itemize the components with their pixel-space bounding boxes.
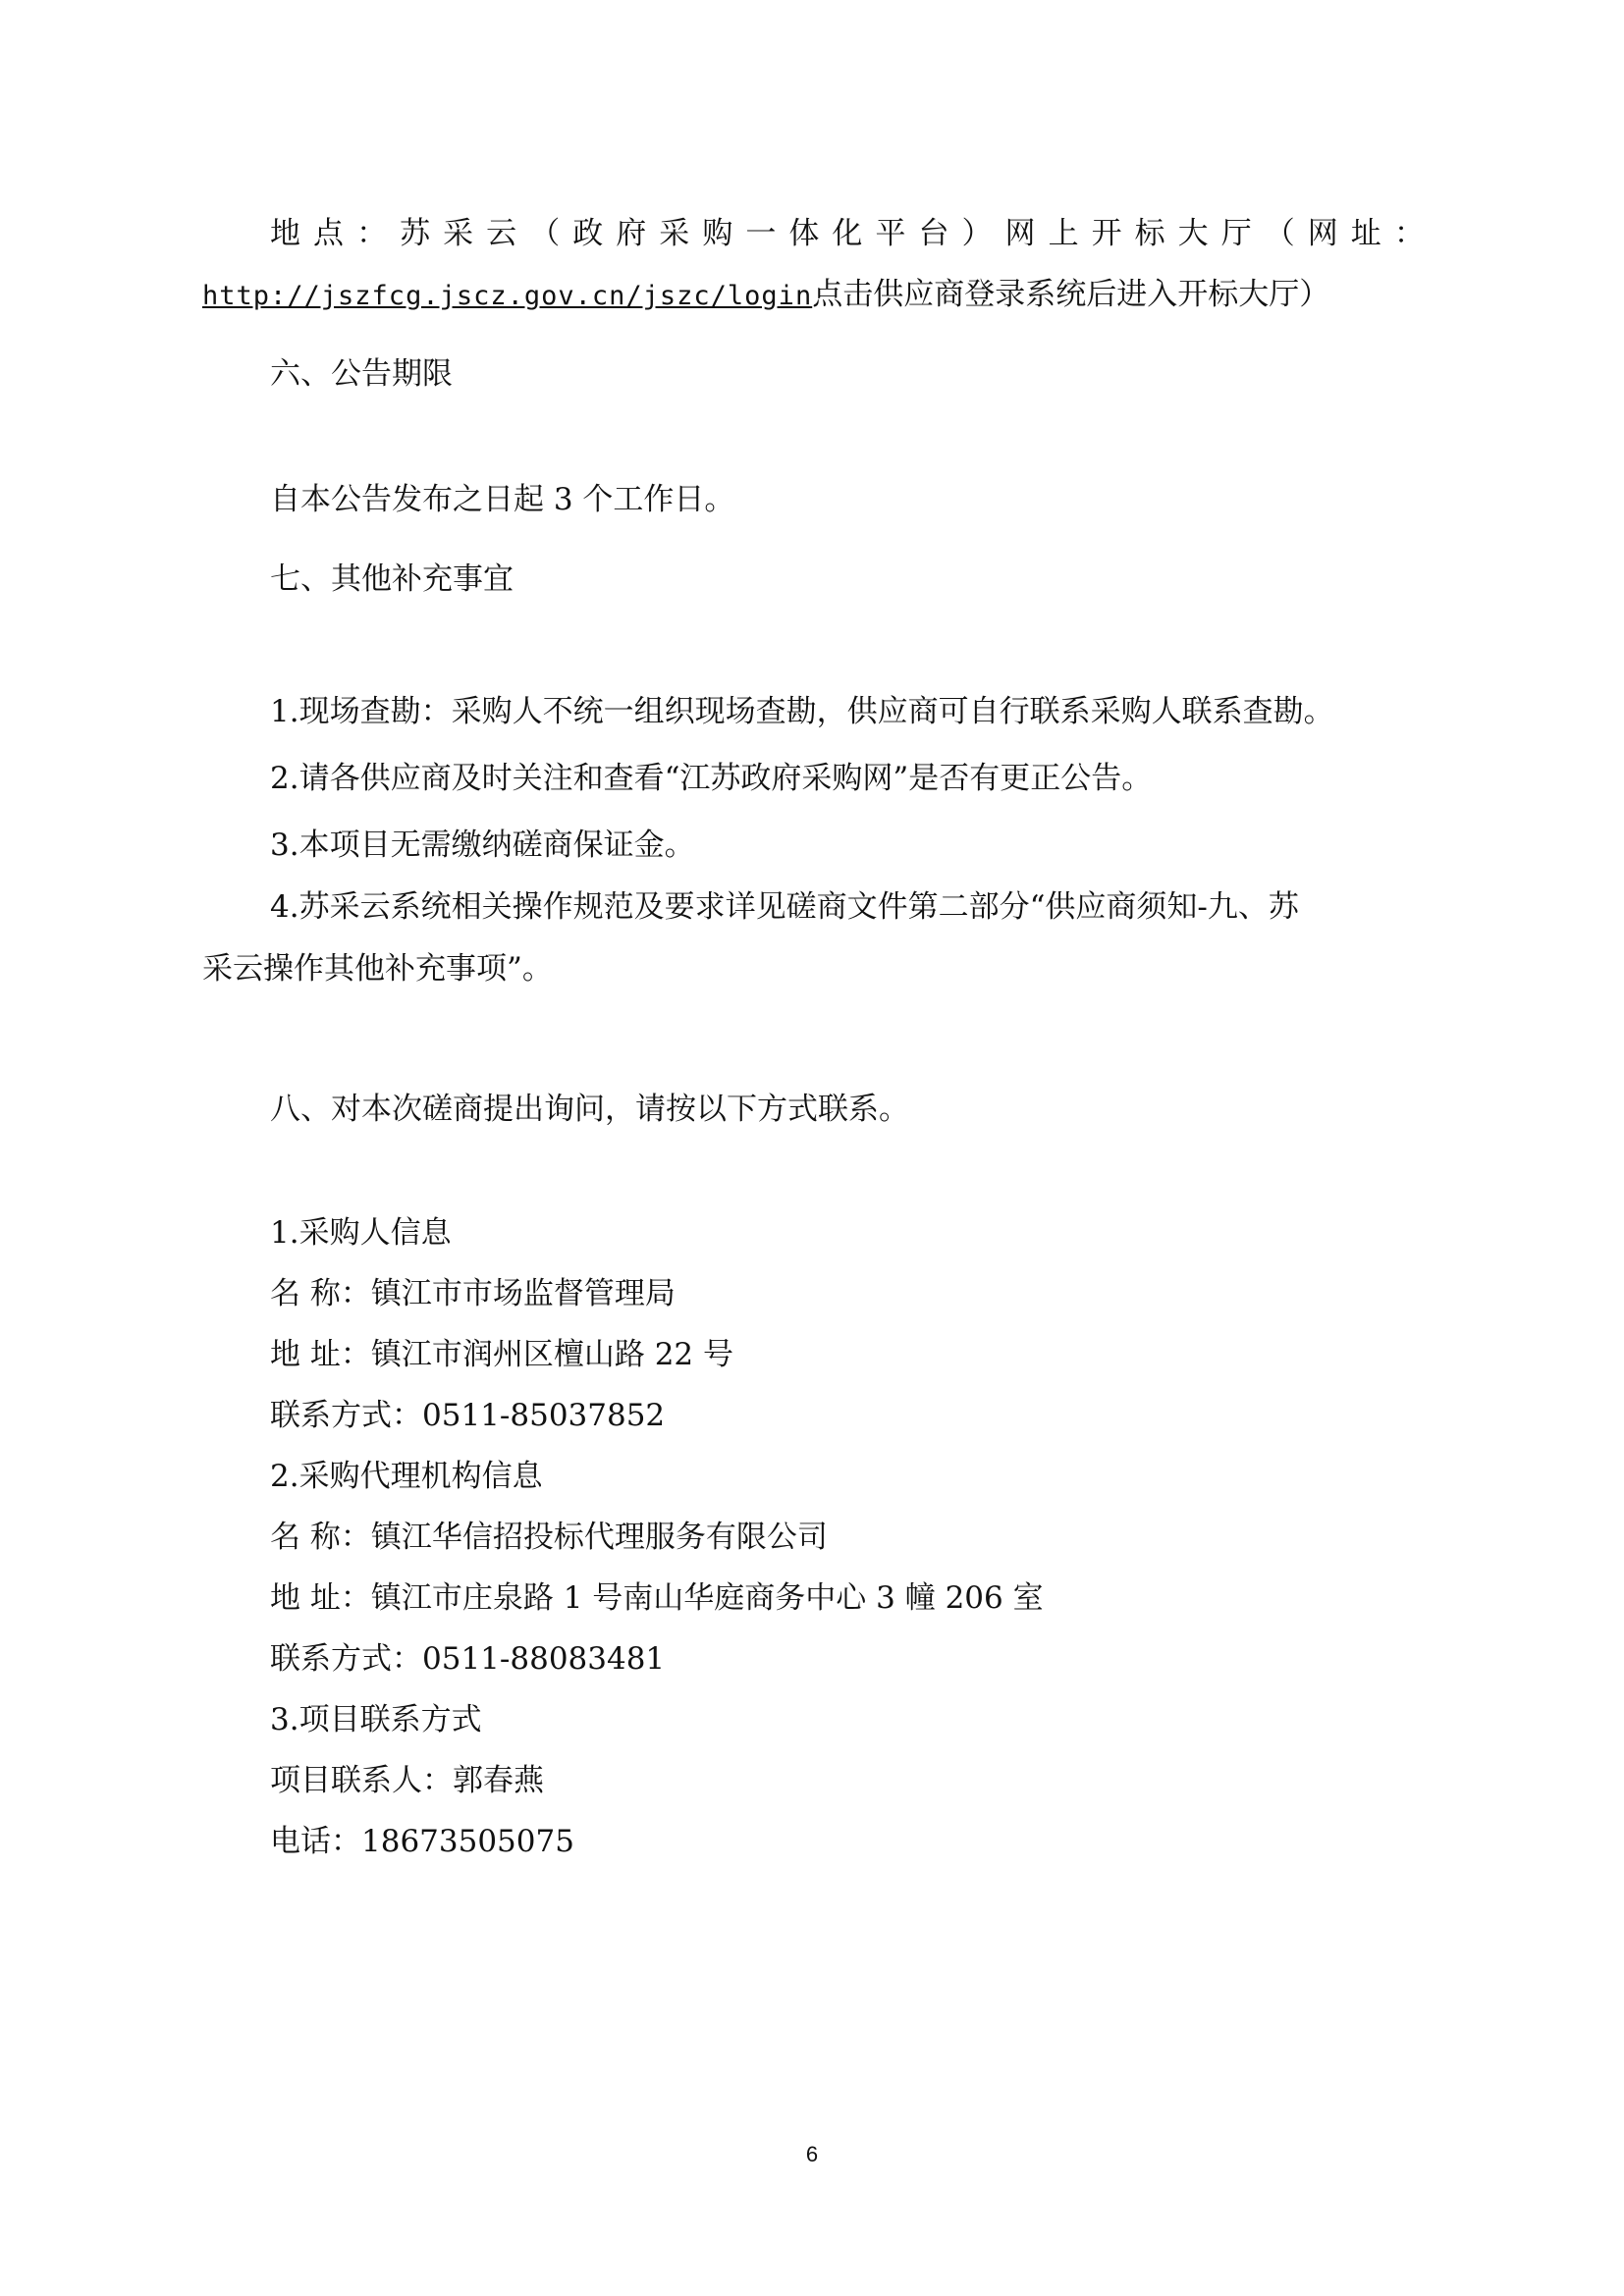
location-url-line — [202, 275, 1329, 316]
section6-heading: 六、公告期限 — [270, 356, 453, 392]
location-char: 标 — [1134, 216, 1165, 251]
location-char: 网 — [1307, 216, 1338, 251]
purchaser-name: 名 称：镇江市市场监督管理局 — [270, 1276, 676, 1311]
location-char: 体 — [788, 216, 820, 251]
agency-contact: 联系方式：0511-88083481 — [270, 1641, 666, 1677]
location-char: 厅 — [1220, 216, 1252, 251]
purchaser-contact: 联系方式：0511-85037852 — [270, 1398, 666, 1433]
location-char: 大 — [1177, 216, 1209, 251]
project-contact-phone: 电话：18673505075 — [270, 1824, 574, 1859]
agency-title: 2.采购代理机构信息 — [270, 1459, 543, 1494]
location-char: 上 — [1048, 216, 1079, 251]
location-char: 政 — [572, 216, 604, 251]
section7-heading: 七、其他补充事宜 — [270, 561, 514, 597]
location-char: 平 — [875, 216, 906, 251]
bid-hall-url-link[interactable]: http://jszfcg.jscz.gov.cn/jszc/login — [202, 281, 813, 311]
location-char: 开 — [1091, 216, 1122, 251]
location-char: 点 — [313, 216, 345, 251]
location-char: 址 — [1350, 216, 1381, 251]
location-char: 府 — [616, 216, 647, 251]
location-char: （ — [1264, 216, 1295, 251]
url-suffix-text: 点击供应商登录系统后进入开标大厅） — [812, 277, 1330, 312]
section6-body: 自本公告发布之日起 3 个工作日。 — [270, 482, 735, 517]
section7-item-4: 4.苏采云系统相关操作规范及要求详见磋商文件第二部分“供应商须知-九、苏 — [270, 889, 1299, 925]
project-contact-person: 项目联系人：郭春燕 — [270, 1763, 544, 1798]
section8-heading: 八、对本次磋商提出询问，请按以下方式联系。 — [270, 1092, 909, 1127]
page-number: 6 — [805, 2142, 819, 2166]
location-char: 一 — [745, 216, 777, 251]
location-char: 采 — [659, 216, 690, 251]
location-char: ： — [1393, 216, 1425, 251]
location-char: ： — [356, 216, 388, 251]
location-char: 采 — [443, 216, 474, 251]
purchaser-title: 1.采购人信息 — [270, 1215, 452, 1251]
location-char: （ — [529, 216, 561, 251]
location-char: 购 — [702, 216, 733, 251]
section7-item-2: 2.请各供应商及时关注和查看“江苏政府采购网”是否有更正公告。 — [270, 761, 1153, 796]
location-char: 化 — [832, 216, 863, 251]
location-char: ） — [961, 216, 993, 251]
section7-item-1: 1.现场查勘：采购人不统一组织现场查勘，供应商可自行联系采购人联系查勘。 — [270, 694, 1334, 729]
location-char: 台 — [918, 216, 949, 251]
location-char: 苏 — [400, 216, 431, 251]
project-contact-title: 3.项目联系方式 — [270, 1702, 482, 1737]
location-char: 云 — [486, 216, 517, 251]
location-line — [270, 214, 1425, 253]
agency-address: 地 址：镇江市庄泉路 1 号南山华庭商务中心 3 幢 206 室 — [270, 1580, 1044, 1616]
agency-name: 名 称：镇江华信招投标代理服务有限公司 — [270, 1520, 828, 1555]
purchaser-address: 地 址：镇江市润州区檀山路 22 号 — [270, 1337, 734, 1372]
location-char: 地 — [270, 216, 300, 251]
location-char: 网 — [1004, 216, 1036, 251]
section7-item-4-continuation: 采云操作其他补充事项”。 — [202, 951, 553, 987]
section7-item-3: 3.本项目无需缴纳磋商保证金。 — [270, 828, 695, 863]
